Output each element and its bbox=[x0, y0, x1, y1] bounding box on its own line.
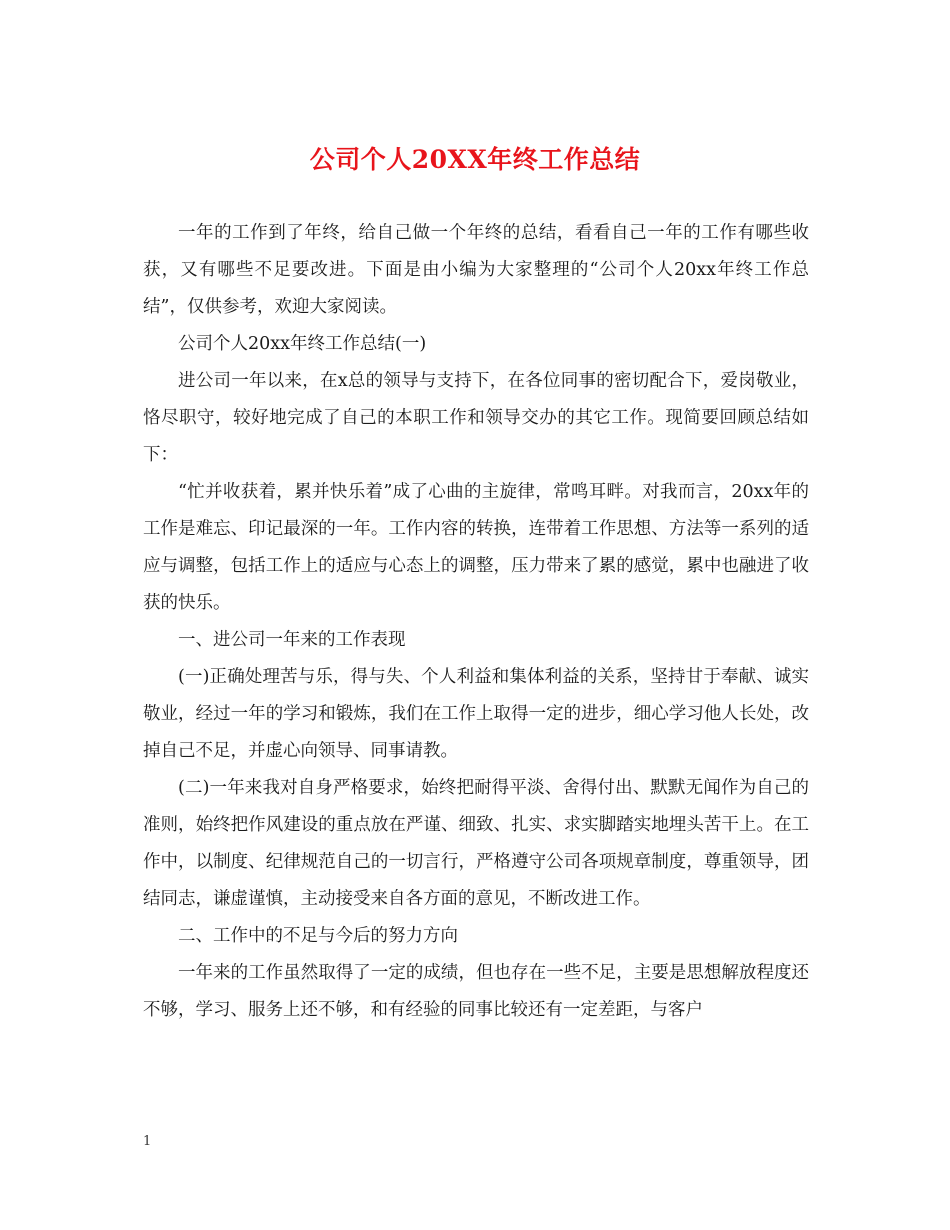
section-heading-performance: 一、进公司一年来的工作表现 bbox=[178, 630, 406, 650]
paragraph-subtitle: 公司个人20xx年终工作总结(一) bbox=[178, 334, 427, 354]
page-title: 公司个人20XX年终工作总结 bbox=[309, 145, 641, 174]
paragraph-shortcomings: 一年来的工作虽然取得了一定的成绩，但也存在一些不足，主要是思想解放程度还不够，学习、服务上还不够，和有经验的同事比较还有一定差距，与客户 bbox=[143, 963, 809, 1020]
paragraph-reflection: “忙并收获着，累并快乐着”成了心曲的主旋律，常鸣耳畔。对我而言，20xx年的工作是难忘、印记最深的一年。工作内容的转换，连带着工作思想、方法等一系列的适应与调整，包括工作上的适应与心态上的调整，压力带来了累的感觉，累中也融进了收获的快乐。 bbox=[143, 482, 809, 613]
paragraph-point-one: (一)正确处理苦与乐，得与失、个人利益和集体利益的关系，坚持甘于奉献、诚实敬业，经过一年的学习和锻炼，我们在工作上取得一定的进步，细心学习他人长处，改掉自己不足，并虚心向领导、同事请教。 bbox=[143, 667, 809, 761]
section-heading-shortcomings: 二、工作中的不足与今后的努力方向 bbox=[178, 926, 458, 946]
paragraph-intro: 一年的工作到了年终，给自己做一个年终的总结，看看自己一年的工作有哪些收获，又有哪些不足要改进。下面是由小编为大家整理的“公司个人20xx年终工作总结”，仅供参考，欢迎大家阅读。 bbox=[143, 223, 809, 317]
paragraph-overview: 进公司一年以来，在x总的领导与支持下，在各位同事的密切配合下，爱岗敬业，恪尽职守，较好地完成了自己的本职工作和领导交办的其它工作。现简要回顾总结如下： bbox=[143, 371, 809, 465]
page-number: 1 bbox=[143, 1134, 152, 1149]
paragraph-point-two: (二)一年来我对自身严格要求，始终把耐得平淡、舍得付出、默默无闻作为自己的准则，始终把作风建设的重点放在严谨、细致、扎实、求实脚踏实地埋头苦干上。在工作中，以制度、纪律规范自己的一切言行，严格遵守公司各项规章制度，尊重领导，团结同志，谦虚谨慎，主动接受来自各方面的意见，不断改进工作。 bbox=[143, 778, 809, 909]
document-body bbox=[143, 215, 809, 1029]
